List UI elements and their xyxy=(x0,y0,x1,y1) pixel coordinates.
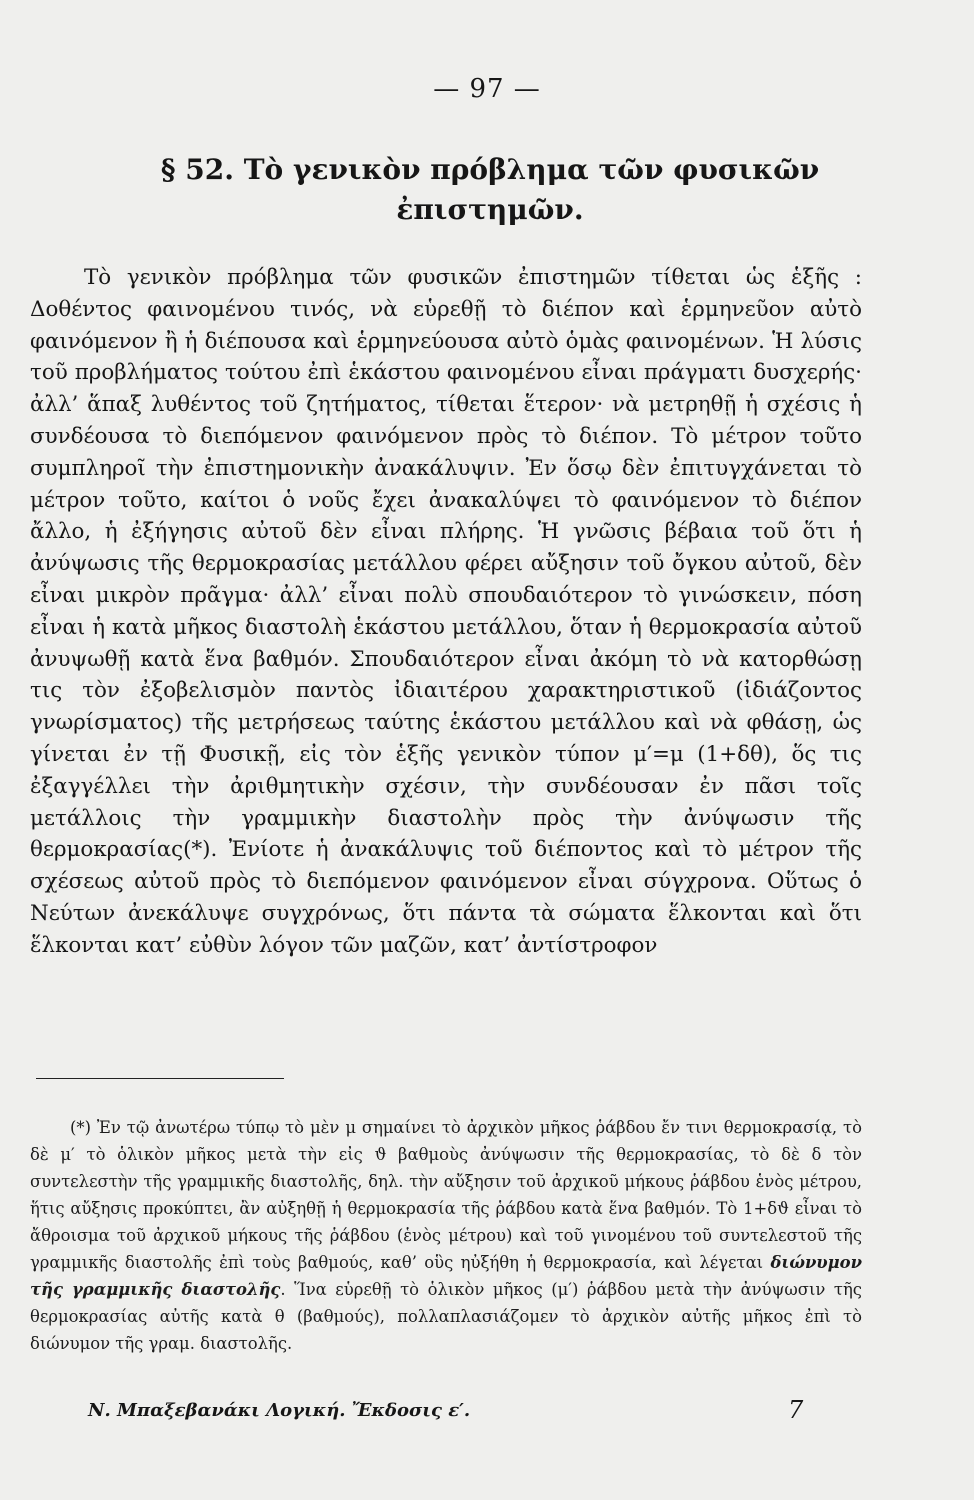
section-title: Τὸ γενικὸν πρόβλημα τῶν φυσικῶν ἐπιστημῶν. xyxy=(243,153,820,226)
sheet-number: 7 xyxy=(788,1396,804,1424)
section-number: § 52. xyxy=(160,153,234,186)
footnote-term: διώνυμον τῆς γραμμικῆς διαστολῆς xyxy=(30,1253,862,1299)
body-paragraph xyxy=(30,262,862,962)
footnote-marker: (*) xyxy=(183,837,211,863)
footnote-text-part-1: (*) Ἐν τῷ ἀνωτέρω τύπῳ τὸ μὲν μ σημαίνει τὸ ἀρχικὸν μῆκος ῥάβδου ἔν τινι θερμοκρασίᾳ, τὸ δὲ μ′ τὸ ὁλικὸν μῆκος μετὰ τὴν εἰς ϑ βαθμοὺς ἀνύψωσιν τῆς θερμοκρασίας, τὸ δὲ δ τὸν συντελεστὴν τῆς γραμμικῆς διαστολῆς, δηλ. τὴν αὔξησιν τοῦ ἀρχικοῦ μήκους ῥάβδου ἑνὸς μέτρου, ἥτις αὔξησις προκύπτει, ἂν αὐξηθῇ ἡ θερμοκρασία τῆς ῥάβδου κατὰ ἕνα βαθμόν. Τὸ 1+δϑ εἶναι τὸ ἄθροισμα τοῦ ἀρχικοῦ μήκους τῆς ῥάβδου (ἑνὸς μέτρου) καὶ τοῦ γινομένου τοῦ συντελεστοῦ τῆς γραμμικῆς διαστολῆς ἐπὶ τοὺς βαθμούς, καθ’ οὓς ηὐξήθη ἡ θερμοκρασία, καὶ λέγεται xyxy=(30,1118,862,1272)
section-heading xyxy=(90,150,890,230)
footnote-divider xyxy=(36,1078,284,1079)
book-signature: Ν. Μπαξεβανάκι Λογική. Ἔκδοσις ε′. xyxy=(88,1400,471,1421)
footnote xyxy=(30,1114,862,1357)
body-text-part-2: . Ἐνίοτε ἡ ἀνακάλυψις τοῦ διέποντος καὶ τὸ μέτρον τῆς σχέσεως αὐτοῦ πρὸς τὸ διεπόμενον φαινόμενον εἶναι σύγχρονα. Οὕτως ὁ Νεύτων ἀνεκάλυψε συγχρόνως, ὅτι πάντα τὰ σώματα ἕλκονται καὶ ὅτι ἕλκονται κατ’ εὐθὺν λόγον τῶν μαζῶν, κατ’ ἀντίστροφον xyxy=(30,837,862,958)
footnote-text-part-2: . Ἵνα εὑρεθῇ τὸ ὁλικὸν μῆκος (μ′) ῥάβδου μετὰ τὴν ἀνύψωσιν τῆς θερμοκρασίας αὐτῆς κατὰ θ (βαθμούς), πολλαπλασιάζομεν τὸ ἀρχικὸν αὐτῆς μῆκος ἐπὶ τὸ διώνυμον τῆς γραμ. διαστολῆς. xyxy=(30,1280,862,1353)
page-number: — 97 — xyxy=(433,74,541,104)
body-text-part-1: Τὸ γενικὸν πρόβλημα τῶν φυσικῶν ἐπιστημῶν τίθεται ὡς ἑξῆς : Δοθέντος φαινομένου τινός, νὰ εὑρεθῇ τὸ διέπον καὶ ἑρμηνεῦον αὐτὸ φαινόμενον ἢ ἡ διέπουσα καὶ ἑρμηνεύουσα αὐτὸ ὁμὰς φαινομένων. Ἡ λύσις τοῦ προβλήματος τούτου ἐπὶ ἑκάστου φαινομένου εἶναι πράγματι δυσχερής· ἀλλ’ ἅπαξ λυθέντος τοῦ ζητήματος, τίθεται ἕτερον· νὰ μετρηθῇ ἡ σχέσις ἡ συνδέουσα τὸ διεπόμενον φαινόμενον πρὸς τὸ διέπον. Τὸ μέτρον τοῦτο συμπληροῖ τὴν ἐπιστημονικὴν ἀνακάλυψιν. Ἐν ὅσῳ δὲν ἐπιτυγχάνεται τὸ μέτρον τοῦτο, καίτοι ὁ νοῦς ἔχει ἀνακαλύψει τὸ φαινόμενον τὸ διέπον ἄλλο, ἡ ἐξήγησις αὐτοῦ δὲν εἶναι πλήρης. Ἡ γνῶσις βέβαια τοῦ ὅτι ἡ ἀνύψωσις τῆς θερμοκρασίας μετάλλου φέρει αὔξησιν τοῦ ὄγκου αὐτοῦ, δὲν εἶναι μικρὸν πρᾶγμα· ἀλλ’ εἶναι πολὺ σπουδαιότερον τὸ γινώσκειν, πόση εἶναι ἡ κατὰ μῆκος διαστολὴ ἑκάστου μετάλλου, ὅταν ἡ θερμοκρασία αὐτοῦ ἀνυψωθῇ κατὰ ἕνα βαθμόν. Σπουδαιότερον εἶναι ἀκόμη τὸ νὰ κατορθώσῃ τις τὸν ἐξοβελισμὸν παντὸς ἰδιαιτέρου χαρακτηριστικοῦ (ἰδιάζοντος γνωρίσματος) τῆς μετρήσεως ταύτης ἑκάστου μετάλλου καὶ νὰ φθάσῃ, ὡς γίνεται ἐν τῇ Φυσικῇ, εἰς τὸν ἑξῆς γενικὸν τύπον μ′=μ (1+δθ), ὅς τις ἐξαγγέλλει τὴν ἀριθμητικὴν σχέσιν, τὴν συνδέουσαν ἐν πᾶσι τοῖς μετάλλοις τὴν γραμμικὴν διαστολὴν πρὸς τὴν ἀνύψωσιν τῆς θερμοκρασίας xyxy=(30,265,862,863)
